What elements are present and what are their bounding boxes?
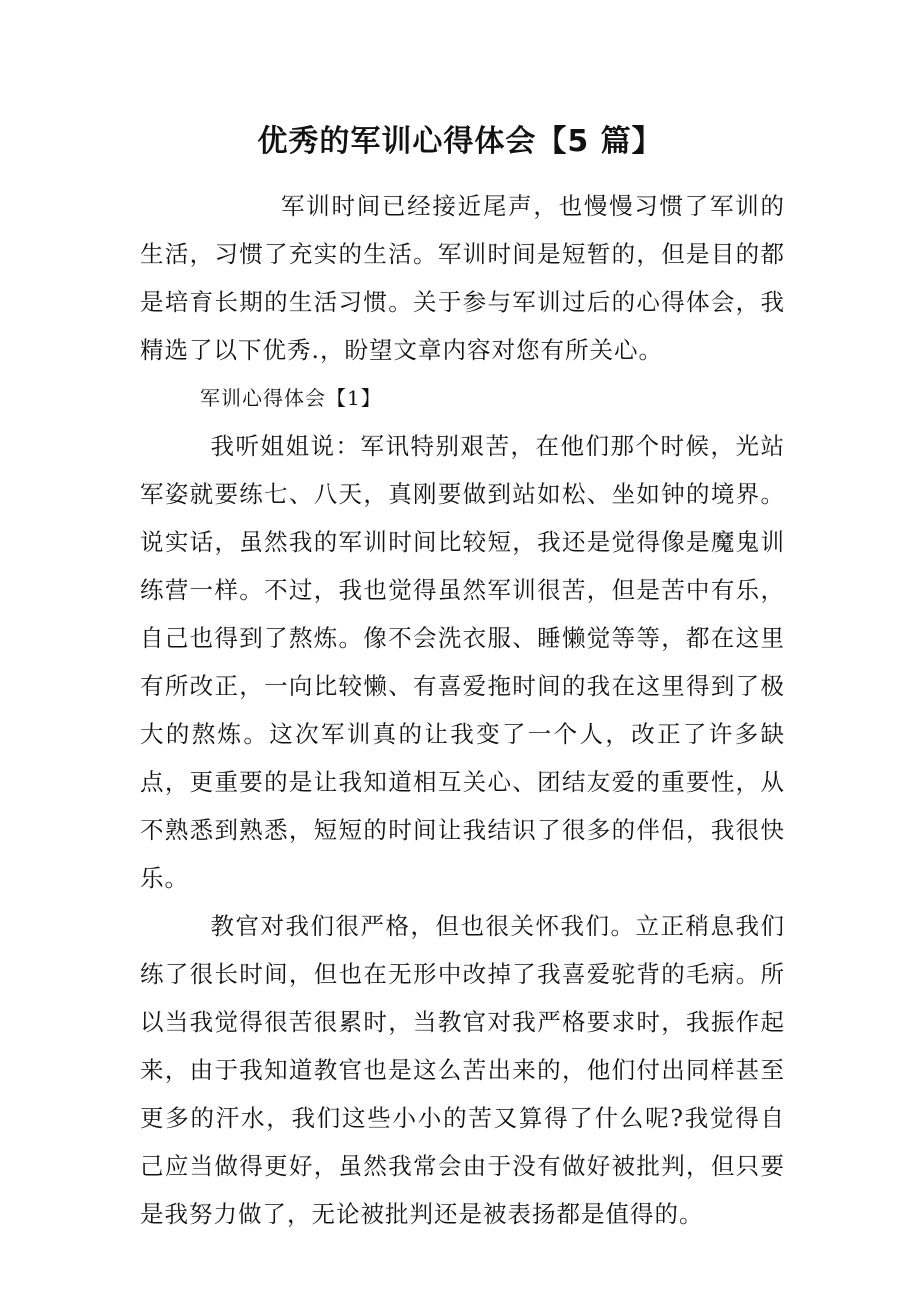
document-title: 优秀的军训心得体会【5 篇】 [257,124,663,159]
body-paragraph-2: 教官对我们很严格，但也很关怀我们。立正稍息我们练了很长时间，但也在无形中改掉了我喜爱驼背的毛病。所以当我觉得很苦很累时，当教官对我严格要求时，我振作起来，由于我知道教官也是这么苦出来的，他们付出同样甚至更多的汗水，我们这些小小的苦又算得了什么呢?我觉得自己应当做得更好，虽然我常会由于没有做好被批判，但只要是我努力做了，无论被批判还是被表扬都是值得的。 [140,912,785,1228]
body-paragraph-1: 我听姐姐说：军讯特别艰苦，在他们那个时候，光站军姿就要练七、八天，真刚要做到站如松、坐如钟的境界。说实话，虽然我的军训时间比较短，我还是觉得像是魔鬼训练营一样。不过，我也觉得虽然军训很苦，但是苦中有乐，自己也得到了熬炼。像不会洗衣服、睡懒觉等等，都在这里有所改正，一向比较懒、有喜爱拖时间的我在这里得到了极大的熬炼。这次军训真的让我变了一个人，改正了许多缺点，更重要的是让我知道相互关心、团结友爱的重要性，从不熟悉到熟悉，短短的时间让我结识了很多的伴侣，我很快乐。 [140,432,785,892]
section-heading: 军训心得体会【1】 [200,386,382,410]
document-body [140,182,785,1238]
intro-paragraph: 军训时间已经接近尾声，也慢慢习惯了军训的生活，习惯了充实的生活。军训时间是短暂的，但是目的都是培育长期的生活习惯。关于参与军训过后的心得体会，我精选了以下优秀.，盼望文章内容对您有所关心。 [140,192,785,364]
